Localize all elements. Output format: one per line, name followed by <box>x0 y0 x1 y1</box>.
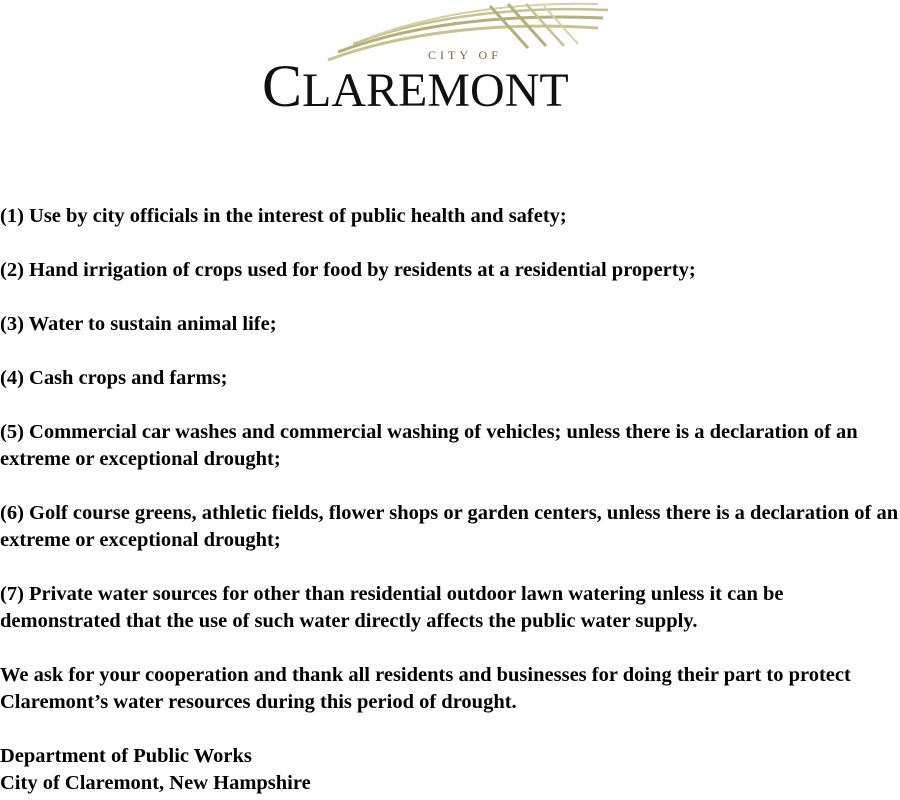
list-item: (5) Commercial car washes and commercial washing of vehicles; unless there is a declaration of an extreme or exceptional drought; <box>0 421 858 470</box>
list-item: (4) Cash crops and farms; <box>0 367 228 389</box>
notice-body <box>0 203 900 797</box>
list-item: (2) Hand irrigation of crops used for food by residents at a residential property; <box>0 259 696 281</box>
list-item: (7) Private water sources for other than residential outdoor lawn watering unless it can be demonstrated that the use of such water directly affects the public water supply. <box>0 583 784 632</box>
list-item: (3) Water to sustain animal life; <box>0 313 277 335</box>
list-item: (1) Use by city officials in the interest of public health and safety; <box>0 205 567 227</box>
closing-paragraph: We ask for your cooperation and thank all residents and businesses for doing their part to protect Claremont’s water resources during this period of drought. <box>0 664 851 713</box>
city-logo <box>258 0 618 118</box>
logo-rest: LAREMONT <box>302 64 569 117</box>
signature-city: City of Claremont, New Hampshire <box>0 772 311 794</box>
signature-department: Department of Public Works <box>0 745 252 767</box>
logo-initial: C <box>262 53 303 119</box>
logo-city-of-text: CITY OF <box>428 48 502 62</box>
list-item: (6) Golf course greens, athletic fields, flower shops or garden centers, unless there is a declaration of an extreme or exceptional drought; <box>0 502 899 551</box>
